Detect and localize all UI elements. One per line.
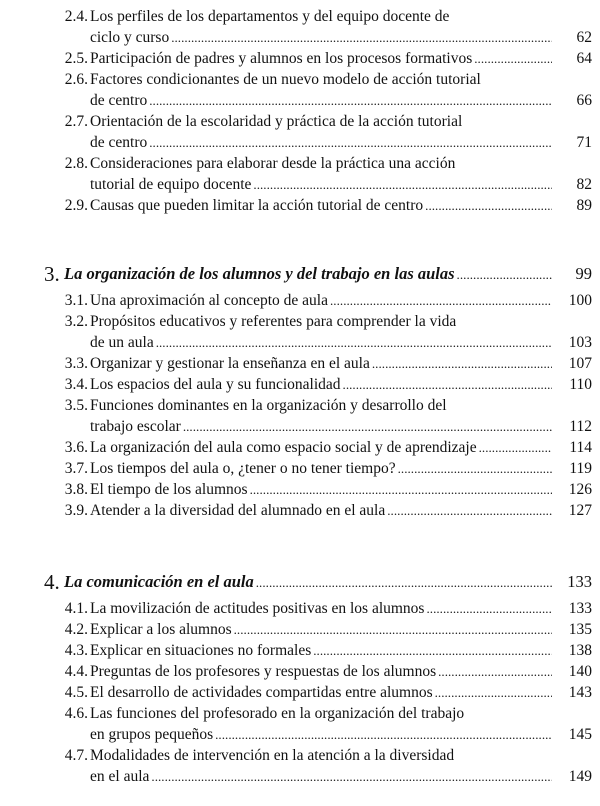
entry-text [90,111,592,153]
chapter-page-number: 133 [567,572,592,591]
dot-leader [457,262,552,287]
page-number: 119 [569,460,592,477]
entry-number: 4.1. [64,600,88,617]
page-number: 71 [576,134,592,151]
chapter-number: 4. [44,570,60,594]
entry-last-line [90,661,592,682]
entry-last-line [90,332,592,353]
entry-title: Organizar y gestionar la enseñanza en el aula [90,355,370,372]
entry-title-line: Propósitos educativos y referentes para comprender la vida [90,313,457,330]
entry-text [90,395,592,437]
page-number: 62 [576,29,592,46]
page-number: 149 [568,768,592,785]
entry-text [90,195,592,216]
dot-leader [398,458,552,479]
entry-title: La movilización de actitudes positivas en los alumnos [90,600,425,617]
chapter-number: 3. [44,262,60,286]
entry-title: ciclo y curso [90,29,170,46]
dot-leader [387,500,552,521]
dot-leader [234,619,552,640]
entry-text [90,682,592,703]
chapter-title: La comunicación en el aula [64,572,254,591]
entry-number: 2.6. [64,71,88,88]
dot-leader [151,766,552,787]
entry-number: 4.2. [64,621,88,638]
dot-leader [156,332,552,353]
dot-leader [253,174,552,195]
dot-leader [183,416,552,437]
entry-text [90,374,592,395]
entry-text [90,6,592,48]
entry-title-line: Orientación de la escolaridad y práctica de la acción tutorial [90,113,463,130]
entry-title-line: Consideraciones para elaborar desde la práctica una acción [90,155,456,172]
page-number: 135 [568,621,592,638]
entry-text [90,153,592,195]
entry-title-line: Los perfiles de los departamentos y del equipo docente de [90,8,450,25]
entry-number: 3.7. [64,460,88,477]
entry-last-line [90,500,592,521]
entry-title: Los tiempos del aula o, ¿tener o no tener tiempo? [90,460,396,477]
page-number: 138 [568,642,592,659]
entry-text [90,500,592,521]
entry-title: en grupos pequeños [90,726,214,743]
entry-number: 3.3. [64,355,88,372]
entry-last-line [90,766,592,787]
chapter-page-number: 99 [575,264,592,283]
entry-number: 4.4. [64,663,88,680]
entry-title: Los espacios del aula y su funcionalidad [90,376,341,393]
dot-leader [479,437,552,458]
entry-number: 4.6. [64,705,88,722]
dot-leader [330,290,552,311]
entry-title: tutorial de equipo docente [90,176,252,193]
entry-title: El tiempo de los alumnos [90,481,248,498]
entry-title: Atender a la diversidad del alumnado en el aula [90,502,386,519]
entry-text [90,745,592,787]
page-number: 112 [569,418,592,435]
entry-last-line [90,48,592,69]
entry-number: 3.1. [64,292,88,309]
dot-leader [313,640,552,661]
dot-leader [438,661,552,682]
entry-title: Explicar en situaciones no formales [90,642,312,659]
page-number: 103 [568,334,592,351]
entry-number: 2.4. [64,8,88,25]
entry-title-line: Modalidades de intervención en la atención a la diversidad [90,747,455,764]
dot-leader [435,682,552,703]
dot-leader [215,724,552,745]
entry-title: de un aula [90,334,154,351]
page-number: 89 [576,197,592,214]
entry-number: 3.6. [64,439,88,456]
entry-text [90,598,592,619]
entry-last-line [90,353,592,374]
chapter-title-line [64,570,592,595]
entry-title-line: Las funciones del profesorado en la organización del trabajo [90,705,465,722]
entry-text [90,48,592,69]
dot-leader [474,48,552,69]
entry-title: Preguntas de los profesores y respuestas de los alumnos [90,663,437,680]
entry-last-line [90,27,592,48]
entry-text [90,458,592,479]
chapter-title-line [64,262,592,287]
entry-number: 2.8. [64,155,88,172]
entry-number: 3.8. [64,481,88,498]
entry-text [90,290,592,311]
entry-title: Causas que pueden limitar la acción tutorial de centro [90,197,424,214]
entry-number: 3.5. [64,397,88,414]
entry-number: 3.2. [64,313,88,330]
entry-title-line: Factores condicionantes de un nuevo modelo de acción tutorial [90,71,481,88]
dot-leader [372,353,552,374]
entry-title: El desarrollo de actividades compartidas entre alumnos [90,684,433,701]
entry-text [90,619,592,640]
entry-text [90,479,592,500]
entry-last-line [90,619,592,640]
entry-last-line [90,640,592,661]
entry-last-line [90,416,592,437]
page-number: 145 [568,726,592,743]
page-number: 107 [568,355,592,372]
entry-text [90,703,592,745]
entry-number: 4.7. [64,747,88,764]
page-number: 82 [576,176,592,193]
page-number: 140 [568,663,592,680]
dot-leader [343,374,552,395]
entry-number: 3.9. [64,502,88,519]
entry-number: 4.5. [64,684,88,701]
entry-last-line [90,374,592,395]
entry-number: 2.5. [64,50,88,67]
dot-leader [256,570,552,595]
page-number: 64 [576,50,592,67]
entry-number: 3.4. [64,376,88,393]
entry-last-line [90,132,592,153]
page-number: 114 [569,439,592,456]
entry-title: La organización del aula como espacio social y de aprendizaje [90,439,477,456]
page-number: 143 [568,684,592,701]
entry-last-line [90,598,592,619]
entry-number: 2.9. [64,197,88,214]
entry-number: 4.3. [64,642,88,659]
entry-text [90,437,592,458]
dot-leader [149,132,552,153]
entry-last-line [90,437,592,458]
entry-last-line [90,290,592,311]
entry-title: en el aula [90,768,150,785]
entry-text [90,640,592,661]
page-number: 66 [576,92,592,109]
entry-text [90,311,592,353]
entry-last-line [90,682,592,703]
entry-text [90,69,592,111]
entry-title-line: Funciones dominantes en la organización y desarrollo del [90,397,447,414]
entry-title: trabajo escolar [90,418,181,435]
entry-title: de centro [90,92,148,109]
dot-leader [250,479,552,500]
page-number: 133 [568,600,592,617]
entry-last-line [90,174,592,195]
entry-last-line [90,479,592,500]
dot-leader [426,598,552,619]
entry-text [90,353,592,374]
entry-title: Una aproximación al concepto de aula [90,292,328,309]
dot-leader [425,195,552,216]
entry-title: Participación de padres y alumnos en los procesos formativos [90,50,473,67]
entry-number: 2.7. [64,113,88,130]
entry-title: Explicar a los alumnos [90,621,232,638]
page-number: 100 [568,292,592,309]
entry-last-line [90,458,592,479]
page-number: 126 [568,481,592,498]
entry-text [90,661,592,682]
entry-last-line [90,90,592,111]
page-number: 127 [568,502,592,519]
entry-title: de centro [90,134,148,151]
dot-leader [149,90,552,111]
chapter-title: La organización de los alumnos y del trabajo en las aulas [64,264,455,283]
entry-last-line [90,724,592,745]
dot-leader [171,27,552,48]
entry-last-line [90,195,592,216]
page-number: 110 [569,376,592,393]
